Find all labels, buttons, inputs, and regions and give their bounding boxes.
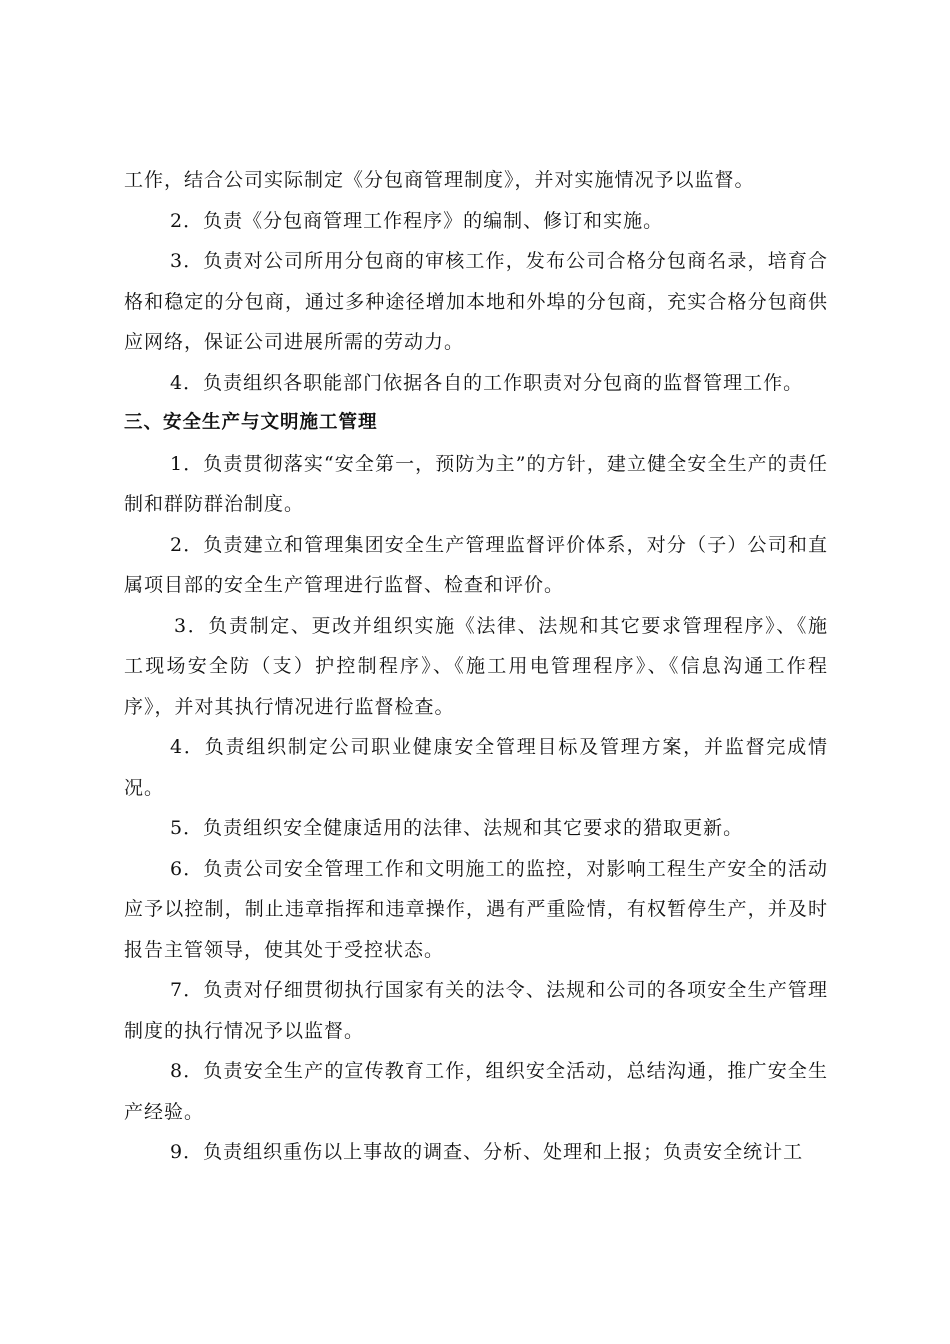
section3-item-7: 7．负责对仔细贯彻执行国家有关的法令、法规和公司的各项安全生产管理制度的执行情况予以监督。 [124, 979, 828, 1042]
paragraph-item-3: 3．负责对公司所用分包商的审核工作，发布公司合格分包商名录，培育合格和稳定的分包商，通过多种途径增加本地和外埠的分包商，充实合格分包商供应网络，保证公司进展所需的劳动力。 [124, 250, 828, 353]
paragraph-item-2: 2．负责《分包商管理工作程序》的编制、修订和实施。 [170, 209, 664, 232]
section3-item-5: 5．负责组织安全健康适用的法律、法规和其它要求的猎取更新。 [170, 817, 744, 839]
paragraph-continuation: 工作，结合公司实际制定《分包商管理制度》，并对实施情况予以监督。 [124, 169, 755, 191]
section3-item-6: 6．负责公司安全管理工作和文明施工的监控，对影响工程生产安全的活动应予以控制，制止违章指挥和违章操作，遇有严重险情，有权暂停生产，并及时报告主管领导，使其处于受控状态。 [124, 857, 828, 961]
section3-item-8: 8．负责安全生产的宣传教育工作，组织安全活动，总结沟通，推广安全生产经验。 [124, 1060, 828, 1123]
section3-item-3: 3．负责制定、更改并组织实施《法律、法规和其它要求管理程序》、《施工现场安全防（支）护控制程序》、《施工用电管理程序》、《信息沟通工作程序》，并对其执行情况进行监督检查。 [124, 614, 828, 718]
paragraph-item-4: 4．负责组织各职能部门依据各自的工作职责对分包商的监督管理工作。 [170, 371, 804, 394]
section-heading-3: 三、安全生产与文明施工管理 [124, 412, 378, 433]
section3-item-9: 9．负责组织重伤以上事故的调查、分析、处理和上报；负责安全统计工 [170, 1141, 804, 1163]
section3-item-4: 4．负责组织制定公司职业健康安全管理目标及管理方案，并监督完成情况。 [124, 736, 828, 799]
document-body [124, 160, 828, 1173]
section3-item-2: 2．负责建立和管理集团安全生产管理监督评价体系，对分（子）公司和直属项目部的安全生产管理进行监督、检查和评价。 [124, 533, 828, 596]
section3-item-1: 1．负责贯彻落实“安全第一，预防为主”的方针，建立健全安全生产的责任制和群防群治制度。 [124, 452, 828, 515]
